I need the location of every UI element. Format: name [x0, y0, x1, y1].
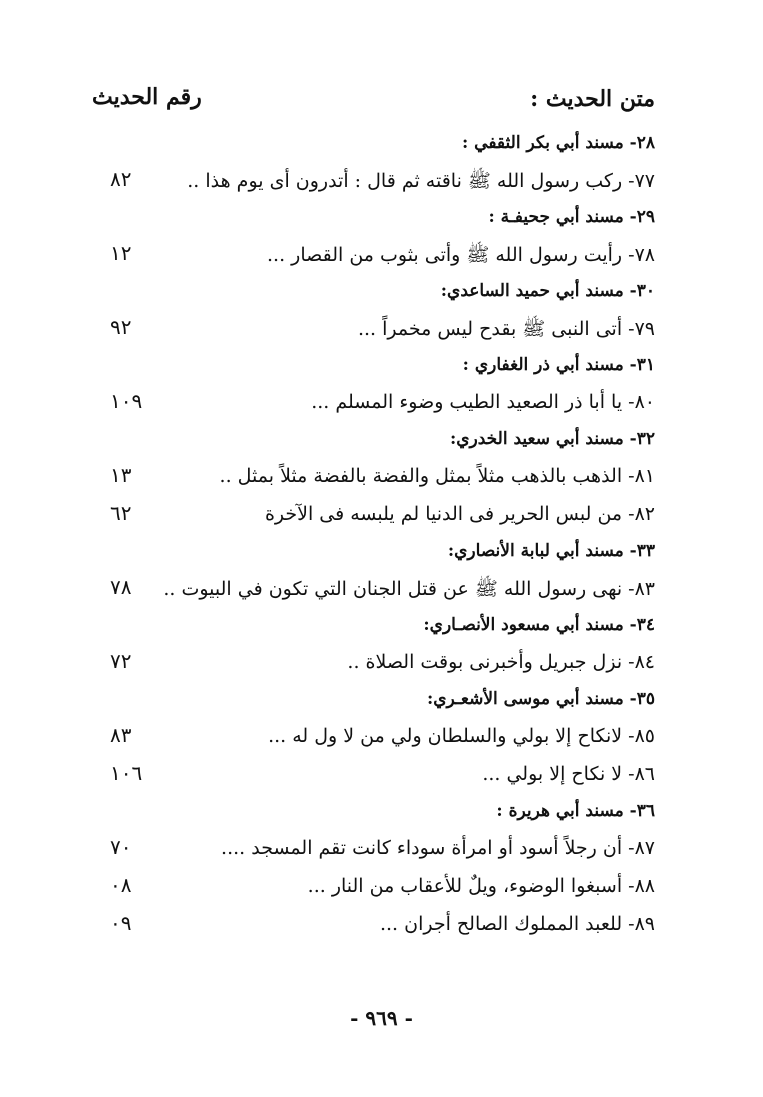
hadith-number: ٧٠: [110, 835, 132, 859]
hadith-number: ٩٢: [110, 315, 132, 339]
hadith-number: ١٠٦: [110, 761, 143, 785]
hadith-entry: [80, 460, 655, 498]
hadith-number: ٠٨: [110, 873, 132, 897]
section-heading: [80, 202, 655, 238]
hadith-text: ٨٩- للعبد المملوك الصالح أجران ...: [379, 913, 655, 935]
hadith-entry: [80, 572, 655, 610]
hadith-text: ٧٩- أتى النبى ﷺ بقدح ليس مخمراً ...: [357, 318, 655, 340]
hadith-number: ٧٢: [110, 649, 132, 673]
hadith-number: ٨٢: [110, 167, 132, 191]
section-title: ٣١- مسند أبي ذر الغفاري :: [462, 355, 655, 375]
column-header-text: متن الحديث :: [530, 86, 655, 112]
section-title: ٣٦- مسند أبي هريرة :: [496, 801, 655, 821]
hadith-entry: [80, 908, 655, 946]
section-title: ٢٩- مسند أبي جحيفـة :: [488, 207, 655, 227]
section-heading: [80, 350, 655, 386]
section-title: ٣٣- مسند أبي لبابة الأنصاري:: [447, 541, 655, 561]
hadith-entry: [80, 164, 655, 202]
section-title: ٢٨- مسند أبي بكر الثقفي :: [461, 133, 655, 153]
section-heading: [80, 424, 655, 460]
hadith-number: ١٣: [110, 463, 132, 487]
hadith-text: ٨١- الذهب بالذهب مثلاً بمثل والفضة بالفضة مثلاً بمثل ..: [219, 465, 655, 487]
section-heading: [80, 610, 655, 646]
section-title: ٣٤- مسند أبي مسعود الأنصـاري:: [423, 615, 655, 635]
section-title: ٣٠- مسند أبي حميد الساعدي:: [440, 281, 655, 301]
hadith-number: ٨٣: [110, 723, 132, 747]
section-heading: [80, 276, 655, 312]
hadith-text: ٨٣- نهى رسول الله ﷺ عن قتل الجنان التي تكون في البيوت ..: [163, 578, 655, 600]
hadith-number: ١٢: [110, 241, 132, 265]
index-entries: [80, 128, 655, 946]
hadith-entry: [80, 758, 655, 796]
hadith-text: ٨٠- يا أبا ذر الصعيد الطيب وضوء المسلم ...: [311, 391, 655, 413]
hadith-text: ٧٧- ركب رسول الله ﷺ ناقته ثم قال : أتدرون أى يوم هذا ..: [187, 170, 655, 192]
hadith-text: ٨٦- لا نكاح إلا بولي ...: [482, 763, 655, 785]
hadith-entry: [80, 498, 655, 536]
section-heading: [80, 796, 655, 832]
hadith-entry: [80, 720, 655, 758]
hadith-text: ٨٨- أسبغوا الوضوء، ويلٌ للأعقاب من النار ...: [307, 875, 655, 897]
section-heading: [80, 536, 655, 572]
hadith-entry: [80, 386, 655, 424]
hadith-entry: [80, 312, 655, 350]
section-title: ٣٥- مسند أبي موسى الأشعـري:: [426, 689, 655, 709]
hadith-entry: [80, 870, 655, 908]
hadith-text: ٨٤- نزل جبريل وأخبرنى بوقت الصلاة ..: [347, 651, 655, 673]
hadith-entry: [80, 238, 655, 276]
hadith-number: ٧٨: [110, 575, 132, 599]
section-title: ٣٢- مسند أبي سعيد الخدري:: [449, 429, 655, 449]
hadith-entry: [80, 646, 655, 684]
hadith-number: ١٠٩: [110, 389, 143, 413]
column-header-number: رقم الحديث: [92, 84, 202, 110]
hadith-number: ٠٩: [110, 911, 132, 935]
hadith-text: ٨٢- من لبس الحرير فى الدنيا لم يلبسه فى الآخرة: [264, 503, 655, 525]
hadith-number: ٦٢: [110, 501, 132, 525]
hadith-entry: [80, 832, 655, 870]
hadith-text: ٨٧- أن رجلاً أسود أو امرأة سوداء كانت تقم المسجد ....: [221, 837, 655, 859]
page-number: - ٩٦٩ -: [350, 1006, 413, 1030]
section-heading: [80, 684, 655, 720]
hadith-text: ٨٥- لانكاح إلا بولي والسلطان ولي من لا ول له ...: [268, 725, 655, 747]
section-heading: [80, 128, 655, 164]
hadith-text: ٧٨- رأيت رسول الله ﷺ وأتى بثوب من القصار ...: [267, 244, 655, 266]
